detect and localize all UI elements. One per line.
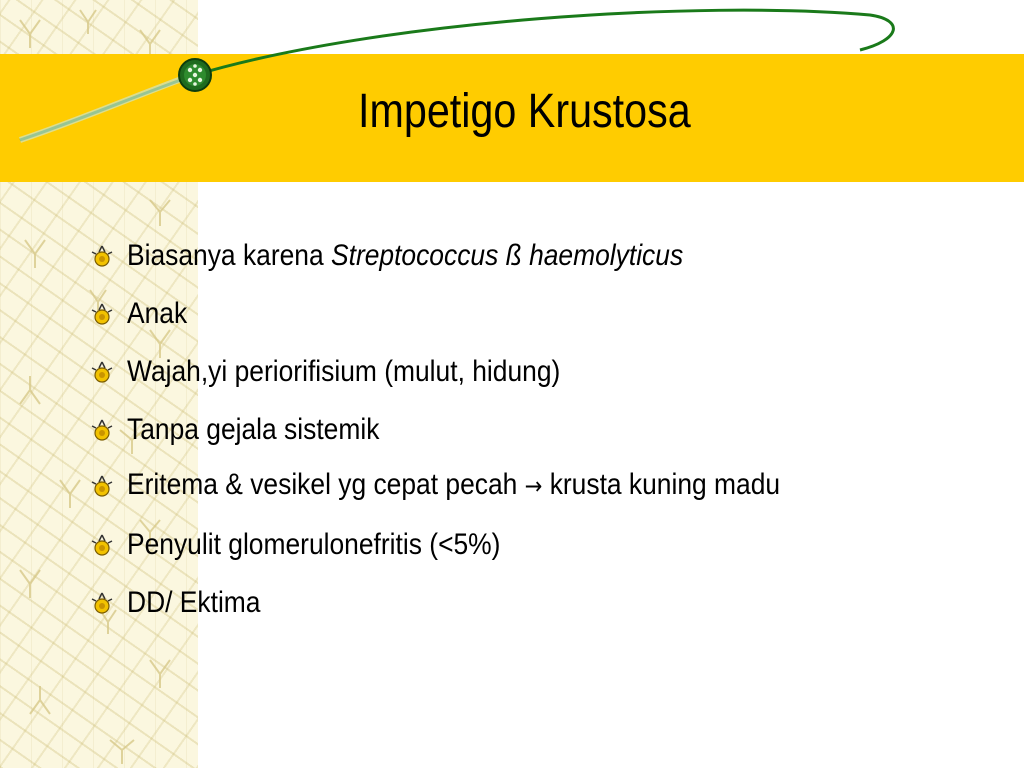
bullet-text-plain: Biasanya karena — [127, 239, 331, 272]
bullet-text — [127, 464, 875, 507]
bullet-item — [90, 464, 890, 507]
globe-emblem-icon — [179, 59, 211, 91]
bullet-item — [90, 579, 890, 627]
bullet-item — [90, 290, 890, 338]
bug-bullet-icon — [90, 302, 114, 326]
bullet-text: Anak — [127, 297, 188, 330]
slide-title: Impetigo Krustosa — [358, 85, 691, 138]
bullet-item — [90, 348, 890, 396]
bullet-text — [127, 232, 683, 280]
bullet-text-italic: Streptococcus ß haemolyticus — [330, 239, 684, 272]
bullet-text: Penyulit glomerulonefritis (<5%) — [127, 528, 501, 561]
bug-bullet-icon — [90, 474, 114, 498]
bullet-item — [90, 406, 890, 454]
bullet-item — [90, 521, 890, 569]
bug-bullet-icon — [90, 244, 114, 268]
bug-bullet-icon — [90, 533, 114, 557]
bullet-text: DD/ Ektima — [127, 586, 261, 619]
bug-bullet-icon — [90, 418, 114, 442]
arrow-icon: → — [524, 472, 543, 500]
bullet-text: Tanpa gejala sistemik — [127, 413, 380, 446]
bug-bullet-icon — [90, 360, 114, 384]
bullet-text-pre: Eritema & vesikel yg cepat pecah — [127, 468, 525, 501]
bullet-item — [90, 232, 890, 280]
bullet-text-post: krusta kuning madu — [542, 468, 781, 501]
bullet-list — [90, 232, 890, 637]
swoosh-highlight — [20, 76, 190, 140]
bug-bullet-icon — [90, 591, 114, 615]
bullet-text: Wajah,yi periorifisium (mulut, hidung) — [127, 355, 561, 388]
